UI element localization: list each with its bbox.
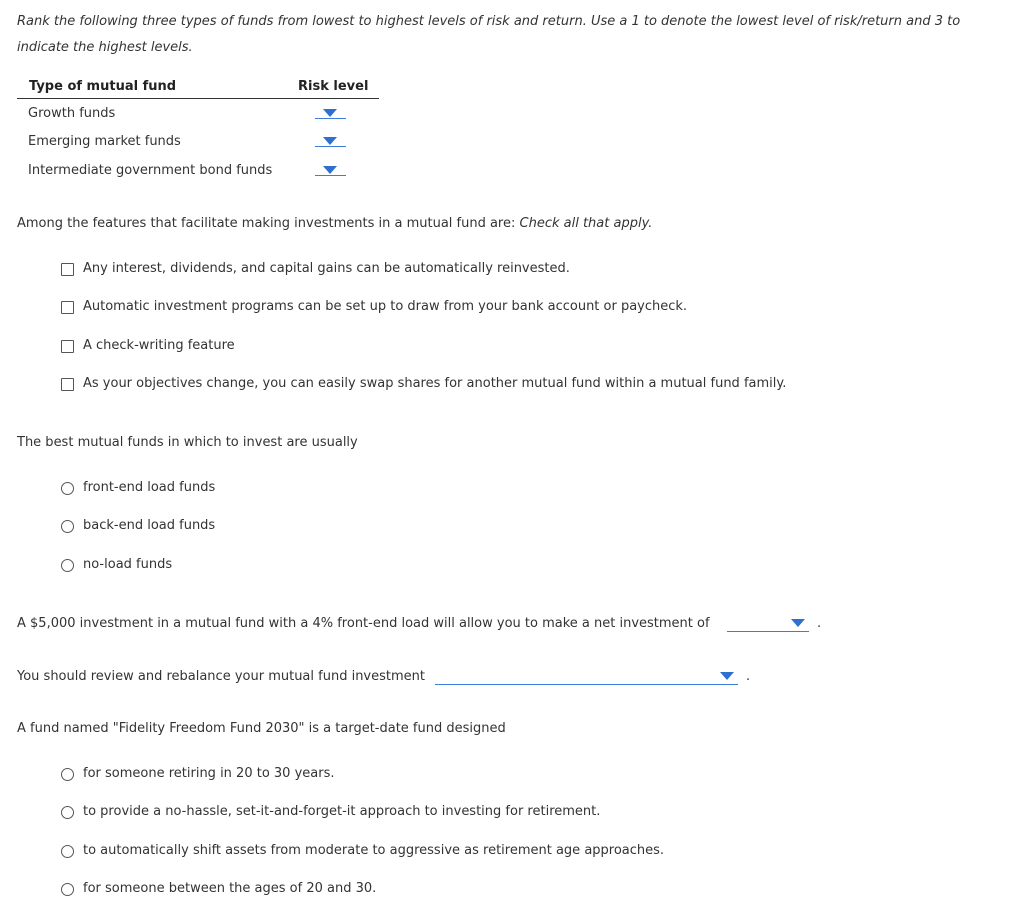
- radio-button[interactable]: [61, 883, 74, 896]
- feature-checkbox-reinvest[interactable]: [61, 261, 570, 277]
- option-label: no-load funds: [83, 557, 173, 572]
- radio-button[interactable]: [61, 482, 74, 495]
- table-row-label: Intermediate government bond funds: [28, 163, 273, 178]
- radio-option-retiring-20-30[interactable]: [61, 766, 335, 782]
- q2-hint: Check all that apply.: [519, 216, 653, 231]
- chevron-down-icon: [323, 137, 337, 145]
- radio-option-back-end[interactable]: [61, 518, 216, 534]
- radio-option-no-load[interactable]: [61, 557, 173, 573]
- q1-prompt-line2: indicate the highest levels.: [17, 40, 193, 55]
- radio-button[interactable]: [61, 768, 74, 781]
- column-header-risk: Risk level: [298, 79, 369, 94]
- option-label: As your objectives change, you can easily swap shares for another mutual fund within a mutual fund family.: [83, 376, 787, 391]
- header-divider: [17, 98, 379, 99]
- q2-prompt: [17, 216, 652, 231]
- option-label: to automatically shift assets from moderate to aggressive as retirement age approaches.: [83, 843, 665, 858]
- q2-prompt-text: Among the features that facilitate making investments in a mutual fund are:: [17, 216, 516, 231]
- checkbox[interactable]: [61, 301, 74, 314]
- checkbox[interactable]: [61, 263, 74, 276]
- option-label: to provide a no-hassle, set-it-and-forget-it approach to investing for retirement.: [83, 804, 601, 819]
- chevron-down-icon: [791, 619, 805, 627]
- radio-button[interactable]: [61, 806, 74, 819]
- checkbox[interactable]: [61, 340, 74, 353]
- q5-suffix: .: [746, 669, 751, 684]
- radio-option-front-end[interactable]: [61, 480, 216, 496]
- net-investment-dropdown[interactable]: [727, 618, 809, 632]
- option-label: Any interest, dividends, and capital gains can be automatically reinvested.: [83, 261, 570, 276]
- option-label: back-end load funds: [83, 518, 216, 533]
- radio-option-no-hassle[interactable]: [61, 804, 601, 820]
- feature-checkbox-check-writing[interactable]: [61, 338, 235, 354]
- q4-suffix: .: [817, 616, 822, 631]
- option-label: A check-writing feature: [83, 338, 235, 353]
- risk-level-dropdown-bond[interactable]: [315, 164, 346, 176]
- option-label: for someone between the ages of 20 and 30.: [83, 881, 377, 896]
- radio-option-shift-assets[interactable]: [61, 843, 665, 859]
- risk-level-dropdown-emerging[interactable]: [315, 135, 346, 147]
- column-header-type: Type of mutual fund: [29, 79, 177, 94]
- table-row-label: Growth funds: [28, 106, 116, 121]
- radio-button[interactable]: [61, 520, 74, 533]
- checkbox[interactable]: [61, 378, 74, 391]
- q5-prompt: You should review and rebalance your mutual fund investment: [17, 669, 425, 684]
- chevron-down-icon: [323, 166, 337, 174]
- q4-prompt: A $5,000 investment in a mutual fund with a 4% front-end load will allow you to make a net investment of: [17, 616, 710, 631]
- chevron-down-icon: [720, 672, 734, 680]
- feature-checkbox-swap-shares[interactable]: [61, 376, 787, 392]
- q3-prompt: The best mutual funds in which to invest are usually: [17, 435, 358, 450]
- radio-option-ages-20-30[interactable]: [61, 881, 377, 897]
- q6-prompt: A fund named "Fidelity Freedom Fund 2030" is a target-date fund designed: [17, 721, 506, 736]
- risk-level-dropdown-growth[interactable]: [315, 107, 346, 119]
- option-label: front-end load funds: [83, 480, 216, 495]
- feature-checkbox-auto-invest[interactable]: [61, 299, 688, 315]
- radio-button[interactable]: [61, 559, 74, 572]
- chevron-down-icon: [323, 109, 337, 117]
- radio-button[interactable]: [61, 845, 74, 858]
- option-label: for someone retiring in 20 to 30 years.: [83, 766, 335, 781]
- rebalance-frequency-dropdown[interactable]: [435, 671, 738, 685]
- table-row-label: Emerging market funds: [28, 134, 181, 149]
- q1-prompt: Rank the following three types of funds from lowest to highest levels of risk and return. Use a 1 to denote the lowest level of risk/return and 3 to: [17, 14, 961, 29]
- option-label: Automatic investment programs can be set up to draw from your bank account or paycheck.: [83, 299, 688, 314]
